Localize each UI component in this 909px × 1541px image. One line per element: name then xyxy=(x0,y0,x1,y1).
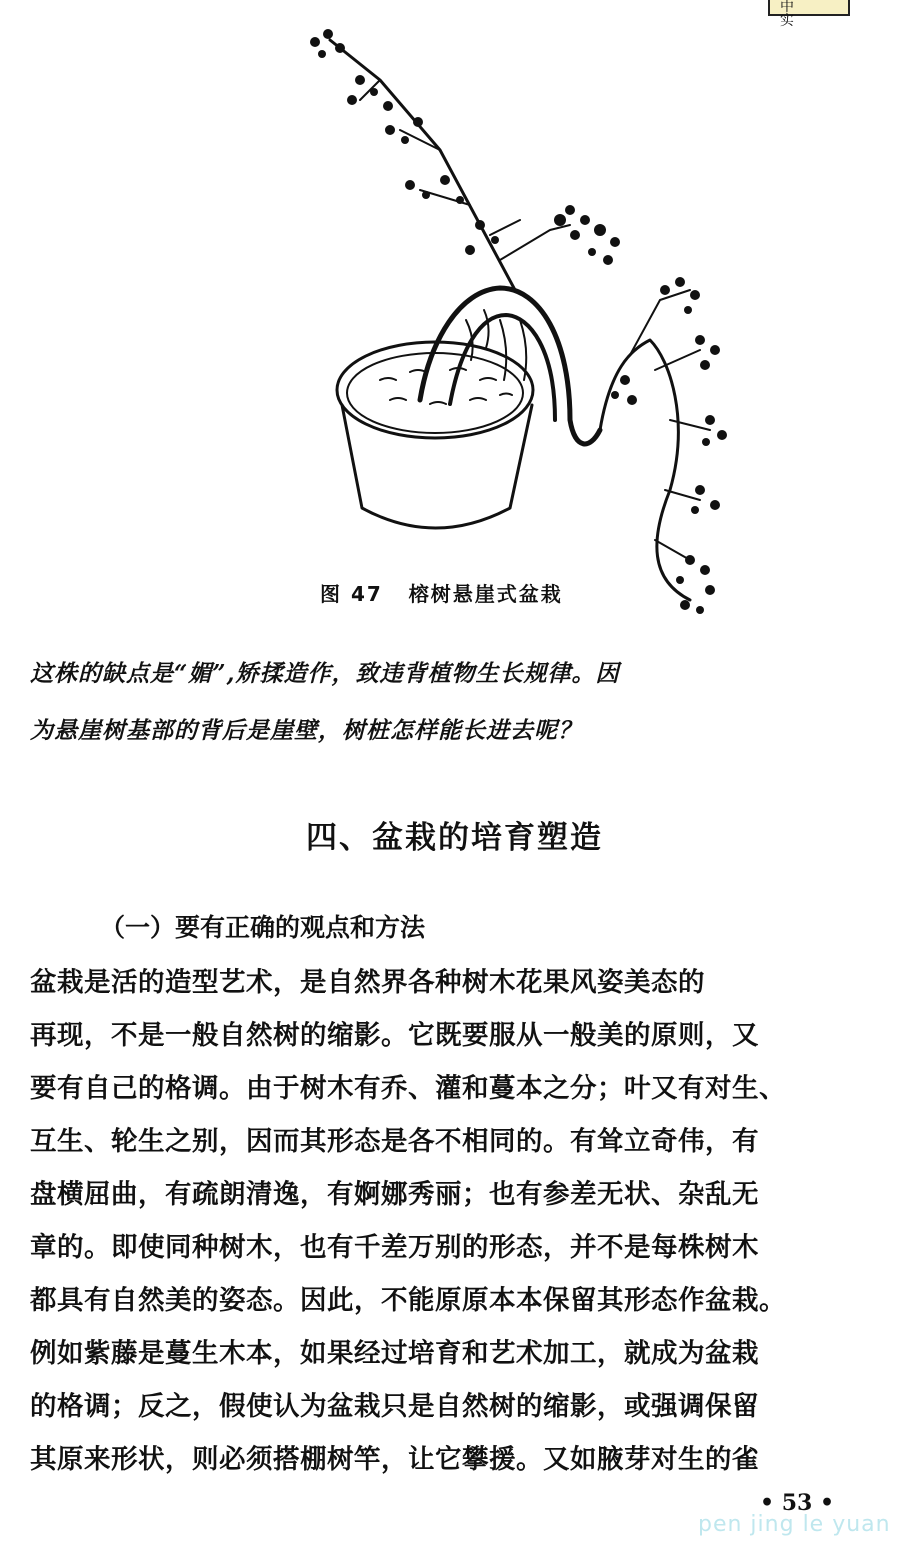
cascade-bonsai-illustration xyxy=(270,20,750,620)
body-line: 其原来形状，则必须搭棚树竿，让它攀援。又如腋芽对生的雀 xyxy=(30,1444,759,1475)
body-line: 例如紫藤是蔓生木本，如果经过培育和艺术加工，就成为盆栽 xyxy=(30,1338,759,1369)
watermark: pen jing le yuan xyxy=(698,1512,891,1537)
note-line: 为悬崖树基部的背后是崖壁，树桩怎样能长进去呢？ xyxy=(30,717,582,744)
section-heading: 四、盆栽的培育塑造 xyxy=(306,820,603,856)
body-line: 盆栽是活的造型艺术，是自然界各种树木花果风姿美态的 xyxy=(30,967,705,998)
corner-tab: 中 实 xyxy=(768,0,850,16)
body-line: 的格调；反之，假使认为盆栽只是自然树的缩影，或强调保留 xyxy=(30,1391,759,1422)
section-subheading: （一）要有正确的观点和方法 xyxy=(100,913,426,942)
figure-number: 图 47 xyxy=(320,582,383,606)
body-line: 要有自己的格调。由于树木有乔、灌和蔓本之分；叶又有对生、 xyxy=(30,1073,786,1104)
body-line: 都具有自然美的姿态。因此，不能原原本本保留其形态作盆栽。 xyxy=(30,1285,786,1316)
figure-caption xyxy=(320,578,563,607)
body-line: 章的。即使同种树木，也有千差万别的形态，并不是每株树木 xyxy=(30,1232,759,1263)
note-line: 这株的缺点是“媚”,矫揉造作，致违背植物生长规律。因 xyxy=(30,660,620,687)
page-number: • 53 • xyxy=(760,1490,835,1516)
figure-title: 榕树悬崖式盆栽 xyxy=(408,582,563,606)
body-line: 盘横屈曲，有疏朗清逸，有婀娜秀丽；也有参差无状、杂乱无 xyxy=(30,1179,759,1210)
body-line: 互生、轮生之别，因而其形态是各不相同的。有耸立奇伟，有 xyxy=(30,1126,759,1157)
body-line: 再现，不是一般自然树的缩影。它既要服从一般美的原则，又 xyxy=(30,1020,759,1051)
